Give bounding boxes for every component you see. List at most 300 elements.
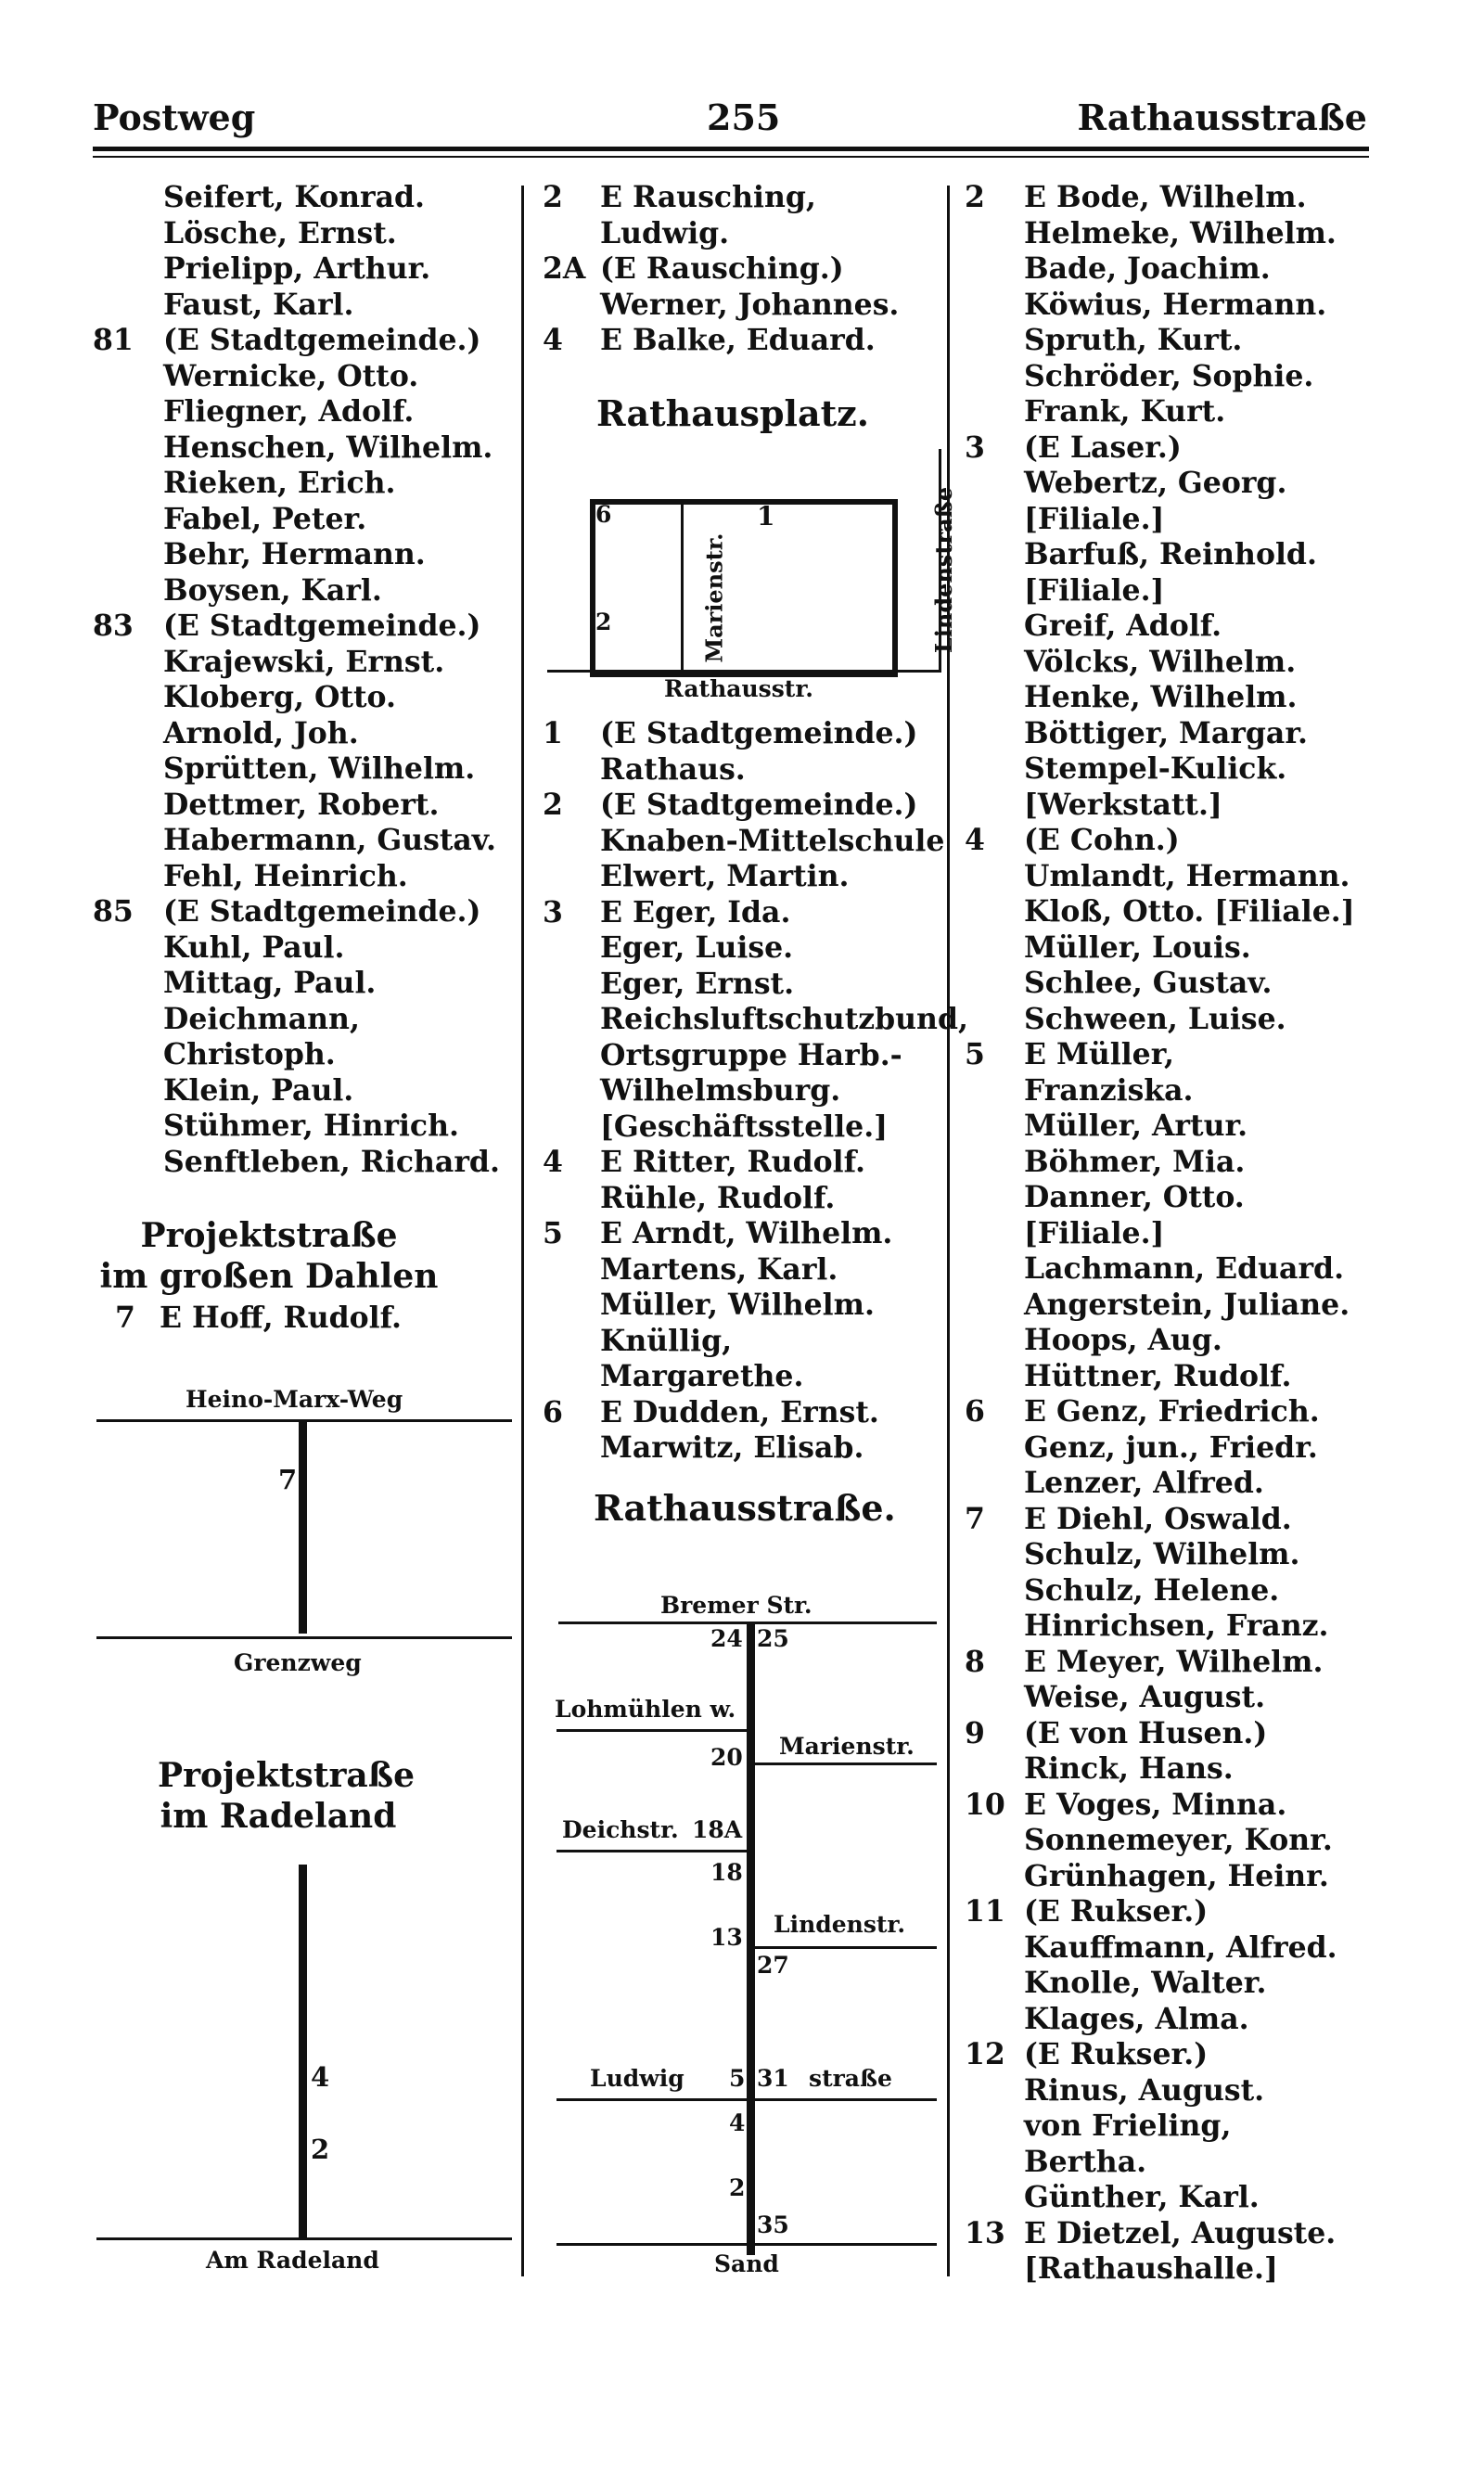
resident-name: E Eger, Ida.: [600, 894, 791, 929]
directory-entry: [93, 716, 515, 752]
streetmap-sand: Sand: [714, 2250, 779, 2277]
resident-name: (E Rukser.): [1024, 2037, 1209, 2071]
house-number: [93, 1145, 163, 1181]
house-number: [93, 502, 163, 538]
map1-line-bottom: [96, 1636, 512, 1639]
resident-name: E Ritter, Rudolf.: [600, 1145, 865, 1179]
rathausplatz-street-lindenstrasse: Lindenstraße: [930, 486, 958, 654]
directory-entry: [93, 1002, 515, 1038]
house-number: [965, 466, 1024, 502]
resident-name: Henke, Wilhelm.: [1024, 680, 1298, 714]
directory-entry: [543, 895, 951, 931]
streetmap-number-4: 4: [729, 2109, 746, 2136]
directory-entry: [965, 1716, 1401, 1752]
resident-name: Bertha.: [1024, 2144, 1147, 2179]
resident-name: E Voges, Minna.: [1024, 1787, 1287, 1822]
streetmap-line-ludwigstrasse: [556, 2098, 937, 2101]
directory-entry: [93, 1073, 515, 1109]
streetmap-number-18a: 18A: [692, 1816, 743, 1843]
directory-entry: [965, 1109, 1401, 1145]
resident-name: Knolle, Walter.: [1024, 1966, 1267, 2000]
resident-name: Eger, Luise.: [600, 930, 794, 965]
resident-name: (E von Husen.): [1024, 1715, 1268, 1750]
directory-entry: [93, 537, 515, 573]
directory-entry: [965, 180, 1401, 216]
house-number: [93, 645, 163, 681]
house-number: [93, 180, 163, 216]
resident-name: [Filiale.]: [1024, 1215, 1165, 1250]
directory-entry: [965, 1502, 1401, 1538]
directory-entry: [965, 1323, 1401, 1359]
resident-name: E Meyer, Wilhelm.: [1024, 1644, 1324, 1679]
house-number: [93, 966, 163, 1002]
house-number: [965, 1002, 1024, 1038]
resident-name: Frank, Kurt.: [1024, 394, 1226, 429]
streetmap-main-street: [747, 1624, 755, 2255]
directory-entry: [543, 1324, 951, 1360]
streetmap-bremer-str: Bremer Str.: [660, 1592, 812, 1619]
resident-name: Habermann, Gustav.: [163, 823, 496, 857]
directory-entry: [965, 502, 1401, 538]
directory-entry: [543, 1288, 951, 1324]
resident-name: Dettmer, Robert.: [163, 787, 440, 822]
resident-name: Helmeke, Wilhelm.: [1024, 215, 1337, 250]
house-number: [93, 1002, 163, 1038]
directory-entry: [965, 1859, 1401, 1895]
resident-name: Sprütten, Wilhelm.: [163, 751, 476, 786]
streetmap-number-25: 25: [757, 1625, 789, 1652]
directory-entry: [93, 1145, 515, 1181]
resident-name: (E Stadtgemeinde.): [600, 716, 918, 750]
col2-entry-list-top: [543, 180, 951, 359]
house-number: [543, 1359, 600, 1395]
house-number: [93, 859, 163, 895]
house-number: 5: [543, 1216, 563, 1250]
col3-entry-list: [965, 180, 1401, 2288]
resident-name: Prielipp, Arthur.: [163, 251, 431, 286]
resident-name: Mittag, Paul.: [163, 966, 377, 1000]
resident-name: Kuhl, Paul.: [163, 929, 345, 965]
directory-entry: [965, 645, 1401, 681]
resident-name: (E Stadtgemeinde.): [163, 609, 481, 643]
resident-name: Rathaus.: [600, 751, 746, 787]
header-rule-thick: [93, 147, 1369, 151]
directory-entry: [965, 1466, 1401, 1502]
house-number: [965, 966, 1024, 1002]
section-title-grossen-dahlen: Projektstraße im großen Dahlen: [99, 1216, 439, 1296]
house-number: [543, 1109, 600, 1146]
resident-name: Schröder, Sophie.: [1024, 358, 1314, 393]
directory-entry: [965, 1002, 1401, 1038]
resident-name: Müller, Artur.: [1024, 1109, 1248, 1143]
house-number: [93, 573, 163, 609]
directory-entry: [93, 823, 515, 859]
streetmap-strasse: straße: [809, 2065, 892, 2092]
house-number: [965, 1145, 1024, 1181]
resident-name: Ortsgruppe Harb.-: [600, 1037, 902, 1072]
map2-street-bottom: Am Radeland: [206, 2247, 379, 2274]
resident-name: Webertz, Georg.: [1024, 466, 1287, 500]
streetmap-ludwig: Ludwig: [590, 2065, 684, 2092]
resident-name: Kloberg, Otto.: [163, 680, 396, 714]
column-2-middle: [543, 716, 968, 1467]
directory-entry: [543, 288, 951, 324]
house-number: [965, 894, 1024, 930]
house-number: [93, 680, 163, 716]
map1-street-top: Heino-Marx-Weg: [186, 1386, 403, 1413]
house-number: [93, 537, 163, 573]
house-number: [965, 323, 1024, 359]
house-number: 3: [965, 429, 985, 465]
house-number: [93, 1073, 163, 1109]
house-number: 81: [93, 323, 134, 357]
house-number: [543, 930, 600, 967]
rathausplatz-divider: [681, 505, 684, 672]
directory-entry: [965, 288, 1401, 324]
directory-entry: [965, 2251, 1401, 2288]
map2-line-bottom: [96, 2237, 512, 2240]
resident-name: Boysen, Karl.: [163, 572, 382, 608]
resident-name: (E Rausching.): [600, 251, 844, 286]
resident-name: Lenzer, Alfred.: [1024, 1466, 1264, 1500]
directory-entry: [543, 1430, 951, 1467]
directory-entry: 7 E Hoff, Rudolf.: [115, 1301, 403, 1335]
rathausplatz-number-6: 6: [595, 501, 612, 528]
resident-name: Weise, August.: [1024, 1680, 1266, 1714]
house-number: [543, 1324, 600, 1360]
house-number: 10: [965, 1787, 1005, 1822]
directory-entry: [965, 1609, 1401, 1645]
resident-name: Barfuß, Reinhold.: [1024, 537, 1317, 571]
resident-name: Werner, Johannes.: [600, 287, 900, 322]
house-number: [543, 967, 600, 1003]
resident-name: (E Stadtgemeinde.): [163, 894, 481, 929]
resident-name: Faust, Karl.: [163, 287, 354, 322]
directory-entry: [543, 1073, 951, 1109]
directory-entry: [965, 1037, 1401, 1073]
page-number: 255: [707, 96, 781, 138]
house-number: [965, 1966, 1024, 2002]
streetmap-marienstr: Marienstr.: [779, 1733, 915, 1760]
resident-name: Hoops, Aug.: [1024, 1323, 1222, 1357]
resident-name: Bade, Joachim.: [1024, 251, 1271, 286]
directory-entry: [543, 1395, 951, 1431]
house-number: 83: [93, 609, 134, 643]
directory-entry: [965, 1288, 1401, 1324]
resident-name: E Arndt, Wilhelm.: [600, 1216, 893, 1250]
streetmap-line-lohmuehlen: [556, 1729, 747, 1732]
house-number: 1: [543, 716, 563, 750]
directory-entry: [965, 2145, 1401, 2181]
house-number: [965, 1573, 1024, 1609]
house-number: [965, 1859, 1024, 1895]
resident-name: Spruth, Kurt.: [1024, 323, 1243, 357]
resident-name: Franziska.: [1024, 1072, 1194, 1108]
directory-entry: [93, 251, 515, 288]
resident-name: Krajewski, Ernst.: [163, 644, 445, 679]
directory-entry: [965, 859, 1401, 895]
house-number: [965, 216, 1024, 252]
resident-name: Fliegner, Adolf.: [163, 394, 415, 429]
streetmap-line-sand: [556, 2243, 937, 2246]
house-number: 8: [965, 1644, 985, 1679]
house-number: [965, 1216, 1024, 1252]
house-number: [965, 1609, 1024, 1645]
directory-entry: [93, 430, 515, 467]
resident-name: Stühmer, Hinrich.: [163, 1109, 459, 1143]
streetmap-number-20: 20: [710, 1744, 743, 1771]
directory-entry: [965, 1788, 1401, 1824]
rathausplatz-street-marienstr: Marienstr.: [700, 532, 728, 663]
house-number: 2A: [543, 251, 586, 286]
directory-entry: [965, 823, 1401, 859]
house-number: [543, 1181, 600, 1217]
resident-name: (E Stadtgemeinde.): [163, 323, 481, 357]
house-number: [543, 1038, 600, 1074]
streetmap-line-deichstr: [556, 1850, 747, 1852]
resident-name: Sonnemeyer, Konr.: [1024, 1823, 1333, 1857]
resident-name: Müller, Wilhelm.: [600, 1288, 875, 1322]
resident-name: Böttiger, Margar.: [1024, 715, 1308, 750]
directory-entry: [93, 751, 515, 788]
directory-entry: [965, 1073, 1401, 1109]
house-number: [965, 2109, 1024, 2145]
directory-entry: [965, 1645, 1401, 1681]
house-number: [93, 930, 163, 967]
col1-entry-list: [93, 180, 515, 1180]
house-number: 6: [543, 1394, 563, 1429]
directory-entry: [965, 251, 1401, 288]
directory-entry: [965, 1251, 1401, 1288]
house-number: [543, 1073, 600, 1109]
resident-name: Danner, Otto.: [1024, 1180, 1245, 1214]
resident-name: Rieken, Erich.: [163, 466, 396, 500]
directory-entry: [93, 894, 515, 930]
directory-entry: [543, 1109, 951, 1146]
directory-entry: [93, 180, 515, 216]
resident-name: [Filiale.]: [1024, 572, 1165, 608]
directory-entry: [965, 2180, 1401, 2216]
house-number: [965, 2251, 1024, 2288]
resident-name: E Dietzel, Auguste.: [1024, 2215, 1337, 2250]
house-number: [965, 788, 1024, 824]
house-number: 4: [543, 1145, 563, 1179]
directory-entry: [965, 2002, 1401, 2038]
house-number: 85: [93, 894, 134, 929]
house-number: [965, 251, 1024, 288]
directory-entry: [965, 537, 1401, 573]
resident-name: Lösche, Ernst.: [163, 215, 397, 250]
house-number: [965, 1073, 1024, 1109]
resident-name: Elwert, Martin.: [600, 859, 850, 893]
house-number: [543, 1288, 600, 1324]
house-number: [965, 1109, 1024, 1145]
streetmap-line-lindenstr: [755, 1946, 937, 1949]
running-head-left: Postweg: [93, 96, 256, 138]
directory-entry: [543, 824, 951, 860]
house-number: [965, 2145, 1024, 2181]
resident-name: Kauffmann, Alfred.: [1024, 1929, 1337, 1965]
house-number: [965, 394, 1024, 430]
house-number: [543, 859, 600, 895]
directory-entry: [965, 1823, 1401, 1859]
directory-entry: [543, 251, 951, 288]
directory-entry: [93, 930, 515, 967]
directory-entry: [93, 359, 515, 395]
directory-entry: [93, 966, 515, 1002]
map2-number-4: 4: [311, 2061, 330, 2093]
house-number: [965, 1251, 1024, 1288]
directory-entry: [543, 1359, 951, 1395]
house-number: [965, 1430, 1024, 1467]
column-1: [93, 180, 515, 1337]
house-number: [965, 680, 1024, 716]
directory-entry: [93, 609, 515, 645]
resident-name: Lachmann, Eduard.: [1024, 1251, 1345, 1286]
resident-name: Eger, Ernst.: [600, 966, 795, 1001]
directory-entry: [965, 430, 1401, 467]
resident-name: Genz, jun., Friedr.: [1024, 1429, 1318, 1465]
resident-name: Kloß, Otto. [Filiale.]: [1024, 894, 1355, 929]
resident-name: Martens, Karl.: [600, 1251, 838, 1287]
directory-entry: [965, 1359, 1401, 1395]
directory-entry: [965, 1216, 1401, 1252]
directory-entry: [965, 716, 1401, 752]
resident-name: E Bode, Wilhelm.: [1024, 180, 1307, 214]
resident-name: Deichmann,: [163, 1001, 360, 1036]
resident-name: Knaben-Mittelschule: [600, 823, 945, 858]
directory-entry: [965, 751, 1401, 788]
house-number: [543, 824, 600, 860]
section-title-rathausstrasse: Rathausstraße.: [594, 1487, 896, 1529]
house-number: [543, 1002, 600, 1038]
resident-name: Seifert, Konrad.: [163, 180, 426, 214]
streetmap-line-marienstr: [755, 1763, 937, 1765]
running-head-right: Rathausstraße: [1077, 96, 1367, 138]
directory-entry: [93, 788, 515, 824]
map2-street-vertical: [299, 1865, 307, 2237]
house-number: [543, 1252, 600, 1288]
streetmap-deichstr: Deichstr.: [562, 1816, 679, 1843]
directory-entry: [965, 966, 1401, 1002]
house-number: [965, 502, 1024, 538]
resident-name: Umlandt, Hermann.: [1024, 858, 1350, 893]
resident-name: Klages, Alma.: [1024, 2001, 1249, 2036]
house-number: [965, 1930, 1024, 1967]
directory-entry: [543, 216, 951, 252]
directory-entry: [543, 967, 951, 1003]
directory-entry: [93, 645, 515, 681]
resident-name: Fabel, Peter.: [163, 501, 367, 536]
directory-entry: [965, 1394, 1401, 1430]
directory-entry: [93, 323, 515, 359]
house-number: [965, 1180, 1024, 1216]
streetmap-number-24: 24: [710, 1625, 743, 1652]
resident-name: Rinck, Hans.: [1024, 1751, 1234, 1786]
resident-name: [Geschäftsstelle.]: [600, 1109, 889, 1144]
directory-entry: [543, 716, 951, 752]
house-number: [543, 216, 600, 252]
directory-entry: [965, 323, 1401, 359]
house-number: [93, 288, 163, 324]
resident-name: Margarethe.: [600, 1359, 804, 1393]
resident-name: Schulz, Helene.: [1024, 1572, 1280, 1608]
house-number: [965, 1680, 1024, 1716]
house-number: [543, 288, 600, 324]
house-number: [965, 1823, 1024, 1859]
house-number: [93, 1109, 163, 1145]
house-number: [93, 394, 163, 430]
directory-entry: [965, 609, 1401, 645]
resident-name: Fehl, Heinrich.: [163, 858, 408, 893]
house-number: 7: [965, 1501, 985, 1536]
house-number: [965, 1537, 1024, 1573]
house-number: [965, 573, 1024, 609]
directory-entry: [965, 2216, 1401, 2252]
resident-name: Ludwig.: [600, 215, 730, 250]
directory-entry: [93, 466, 515, 502]
map1-number: 7: [278, 1464, 298, 1495]
header-rule-thin: [93, 156, 1369, 158]
directory-entry: [543, 1216, 951, 1252]
resident-name: [Rathaushalle.]: [1024, 2251, 1278, 2286]
rathausplatz-bottom-street: [547, 670, 941, 673]
column-2: [543, 180, 951, 359]
directory-entry: [965, 1537, 1401, 1573]
streetmap-number-31: 31: [757, 2065, 789, 2092]
directory-entry: [965, 1751, 1401, 1788]
resident-name: Köwius, Hermann.: [1024, 287, 1327, 322]
directory-entry: [965, 2109, 1401, 2145]
resident-name: Senftleben, Richard.: [163, 1144, 500, 1179]
house-number: [965, 1751, 1024, 1788]
house-number: [93, 251, 163, 288]
resident-name: von Frieling,: [1024, 2109, 1232, 2143]
house-number: [93, 716, 163, 752]
directory-entry: [93, 288, 515, 324]
directory-entry: [965, 894, 1401, 930]
house-number: [965, 930, 1024, 967]
house-number: [543, 752, 600, 788]
resident-name: Rühle, Rudolf.: [600, 1180, 836, 1215]
house-number: [965, 2180, 1024, 2216]
house-number: [93, 430, 163, 467]
resident-name: Böhmer, Mia.: [1024, 1144, 1246, 1179]
house-number: [965, 359, 1024, 395]
resident-name: Christoph.: [163, 1037, 336, 1071]
section-title-radeland: Projektstraße im Radeland: [158, 1756, 415, 1836]
column-3: [965, 180, 1401, 2288]
directory-entry: [965, 2073, 1401, 2109]
directory-entry: [93, 680, 515, 716]
house-number: 12: [965, 2037, 1005, 2071]
resident-name: Henschen, Wilhelm.: [163, 429, 493, 465]
house-number: [93, 788, 163, 824]
rathausplatz-number-1: 1: [757, 501, 775, 532]
directory-entry: [93, 573, 515, 609]
directory-entry: [543, 1181, 951, 1217]
resident-name: Schween, Luise.: [1024, 1001, 1286, 1036]
house-number: [965, 859, 1024, 895]
house-number: 2: [543, 180, 563, 214]
house-number: [965, 751, 1024, 788]
resident-name: Behr, Hermann.: [163, 537, 426, 571]
streetmap-number-35: 35: [757, 2211, 789, 2238]
map1-street-vertical: [299, 1422, 307, 1634]
house-number: [965, 2002, 1024, 2038]
resident-name: (E Laser.): [1024, 429, 1182, 465]
house-number: 6: [965, 1394, 985, 1429]
